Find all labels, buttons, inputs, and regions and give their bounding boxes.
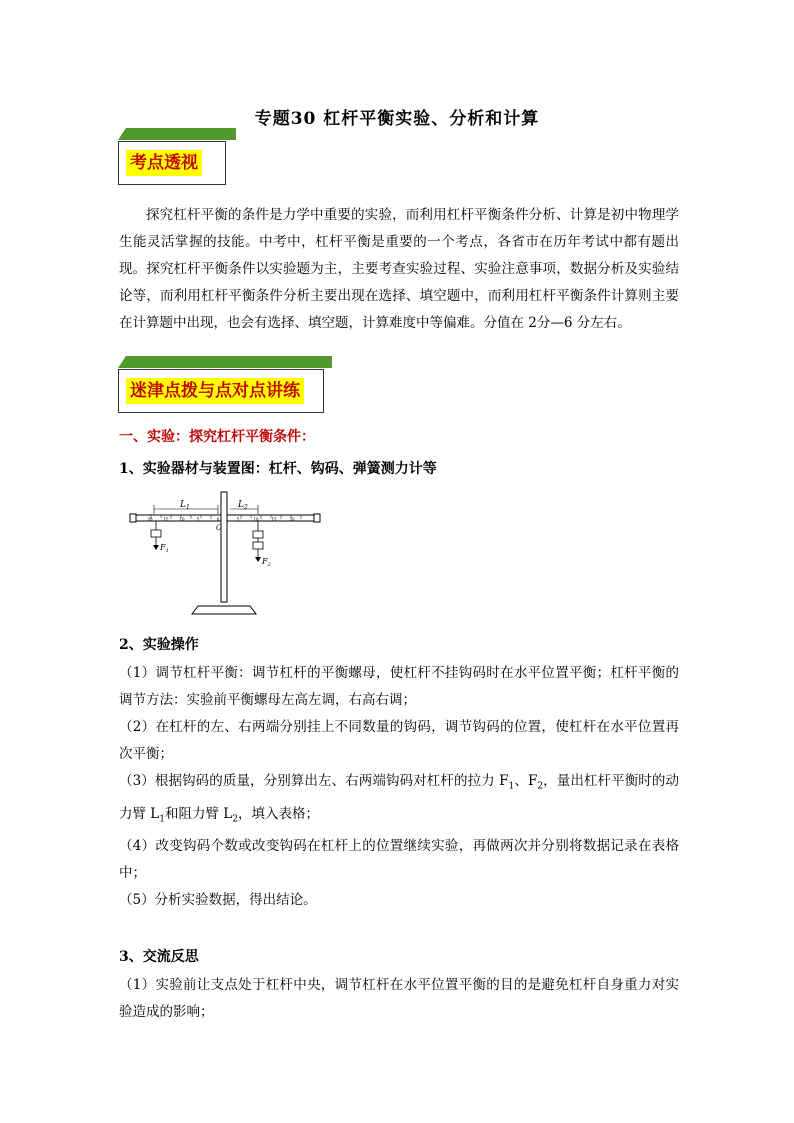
banner-green-bar xyxy=(118,128,238,140)
arrow-F2 xyxy=(255,549,261,562)
label-F1: $F_1$ xyxy=(160,543,169,554)
step-5: （5）分析实验数据，得出结论。 xyxy=(119,892,317,909)
intro-text: 探究杠杆平衡的条件是力学中重要的实验，而利用杠杆平衡条件分析、计算是初中物理学生能灵活掌握的技能。中考中，杠杆平衡是重要的一个考点，各省市在历年考试中都有题出现。探究杠杆平衡条件以实验题为主，主要考查实验过程、实验注意事项，数据分析及实验结论等，而利用杠杆平衡条件分析主要出现在选择、填空题中，而利用杠杆平衡条件计算则主要在计算题中出现，也会有选择、填空题，计算难度中等偏难。分值在 2分—6 分左右。 xyxy=(119,207,679,331)
tick-label: 5 xyxy=(196,517,200,522)
tick-label: 5 xyxy=(236,517,240,522)
banner-label: 考点透视 xyxy=(126,150,202,176)
tick-label: 20 xyxy=(289,517,295,522)
tick-label: 10 xyxy=(253,517,259,522)
tick-label: 0 xyxy=(216,517,220,522)
tick-label: 15 xyxy=(271,517,277,522)
reflect-1: （1）实验前让支点处于杠杆中央，调节杠杆在水平位置平衡的目的是避免杠杆自身重力对实验造成的影响； xyxy=(119,977,679,1020)
reflect-block xyxy=(119,972,679,1026)
balance-nut-left xyxy=(130,514,136,522)
step-1: （1）调节杠杆平衡：调节杠杆的平衡螺母，使杠杆不挂钩码时在水平位置平衡；杠杆平衡的调节方法：实验前平衡螺母左高左调，右高右调； xyxy=(119,665,679,708)
page-title: 专题30 杠杆平衡实验、分析和计算 xyxy=(254,109,540,129)
item-heading-3: 3、交流反思 xyxy=(119,949,199,965)
tick-label: 15 xyxy=(163,517,169,522)
step-4: （4）改变钩码个数或改变钩码在杠杆上的位置继续实验，再做两次并分别将数据记录在表格中； xyxy=(119,838,679,882)
banner-box xyxy=(118,369,324,413)
banner-green-bar xyxy=(118,356,334,368)
section-heading: 一、实验：探究杠杆平衡条件： xyxy=(119,429,315,445)
item-heading-1: 1、实验器材与装置图：杠杆、钩码、弹簧测力计等 xyxy=(119,461,437,477)
left-hook-weight xyxy=(151,521,161,537)
banner-label: 迷津点拨与点对点讲练 xyxy=(126,378,304,404)
arrow-F1 xyxy=(153,537,159,550)
banner-box xyxy=(118,141,226,185)
tick-label: 20 xyxy=(147,517,153,522)
pivot-label-O: O xyxy=(216,524,222,532)
balance-nut-right xyxy=(314,514,320,522)
item-heading-2: 2、实验操作 xyxy=(119,637,199,653)
stand-base xyxy=(192,606,256,614)
steps-block xyxy=(119,660,679,914)
label-F2: $F_2$ xyxy=(262,557,271,568)
step-2: （2）在杠杆的左、右两端分别挂上不同数量的钩码，调节钩码的位置，使杠杆在水平位置再次平衡； xyxy=(119,719,679,762)
lever-apparatus-diagram xyxy=(126,490,326,620)
step-3: （3）根据钩码的质量，分别算出左、右两端钩码对杠杆的拉力 $F_1$、$F_2$，量出杠杆平衡时的动力臂 $L_1$和阻力臂 $L_2$，填入表格； xyxy=(119,773,679,825)
label-L2: $L_2$ xyxy=(238,500,248,511)
right-hook-weights xyxy=(253,521,263,549)
label-L1: $L_1$ xyxy=(180,500,190,511)
intro-paragraph xyxy=(119,202,679,337)
tick-label: 10 xyxy=(179,517,185,522)
stand-pole xyxy=(221,492,227,602)
